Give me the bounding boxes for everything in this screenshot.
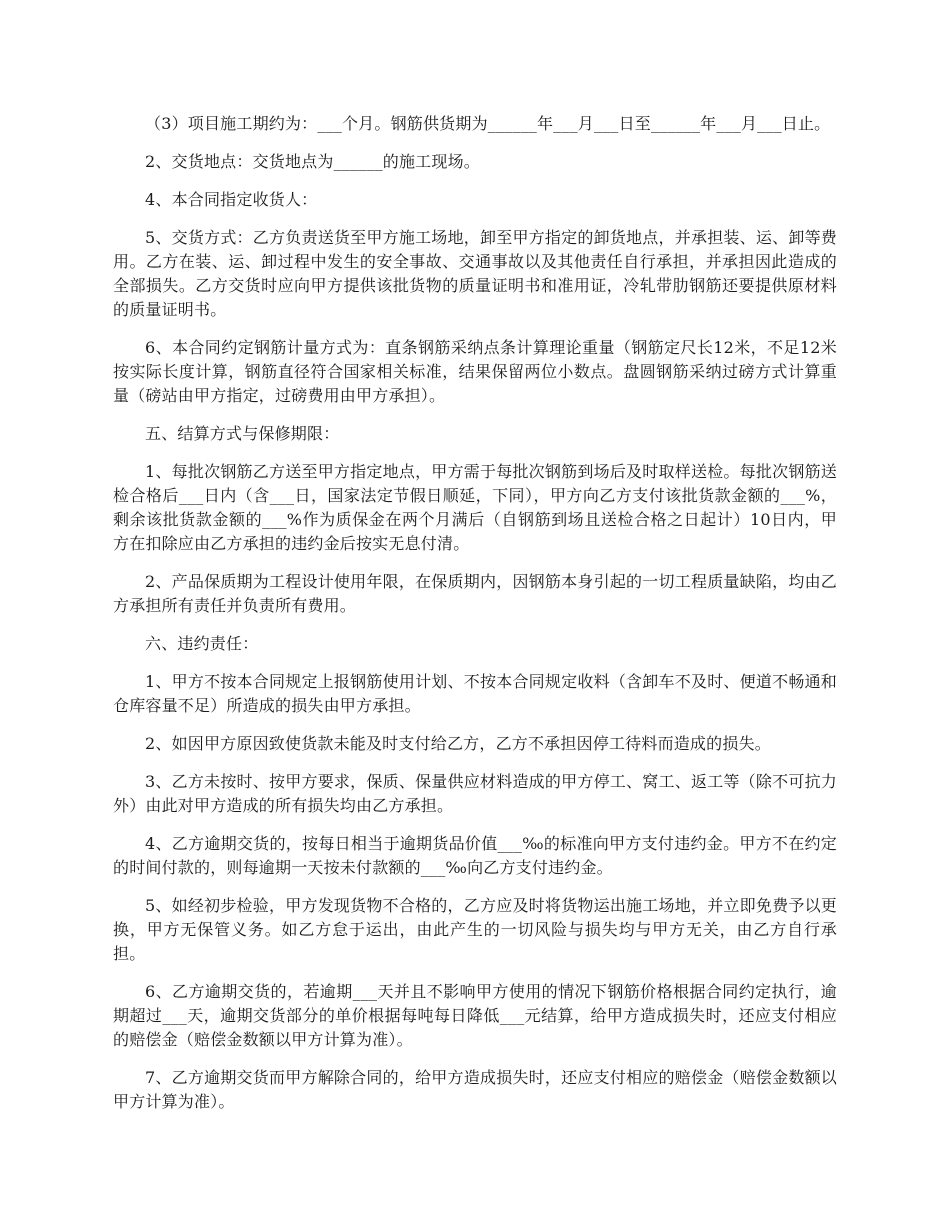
paragraph-liability-5: 5、如经初步检验，甲方发现货物不合格的，乙方应及时将货物运出施工场地，并立即免费予以更换，甲方无保管义务。如乙方怠于运出，由此产生的一切风险与损失均与甲方无关，由乙方自行承担。 — [113, 896, 837, 963]
paragraph-liability-4: 4、乙方逾期交货的，按每日相当于逾期货品价值___‰的标准向甲方支付违约金。甲方不在约定的时间付款的，则每逾期一天按未付款额的___‰向乙方支付违约金。 — [113, 834, 837, 877]
document-body — [113, 112, 837, 1128]
paragraph-liability-2: 2、如因甲方原因致使货款未能及时支付给乙方，乙方不承担因停工待料而造成的损失。 — [145, 734, 771, 753]
paragraph-liability-1: 1、甲方不按本合同规定上报钢筋使用计划、不按本合同规定收料（含卸车不及时、便道不畅通和仓库容量不足）所造成的损失由甲方承担。 — [113, 672, 837, 715]
paragraph-measurement-method: 6、本合同约定钢筋计量方式为：直条钢筋采纳点条计算理论重量（钢筋定尺长12米，不足12米按实际长度计算，钢筋直径符合国家相关标准，结果保留两位小数点。盘圆钢筋采纳过磅方式计算重量（磅站由甲方指定，过磅费用由甲方承担）。 — [113, 338, 837, 405]
paragraph-liability-3: 3、乙方未按时、按甲方要求，保质、保量供应材料造成的甲方停工、窝工、返工等（除不可抗力外）由此对甲方造成的所有损失均由乙方承担。 — [113, 772, 837, 815]
section-heading-liability: 六、违约责任： — [145, 634, 259, 653]
paragraph-liability-6: 6、乙方逾期交货的，若逾期___天并且不影响甲方使用的情况下钢筋价格根据合同约定执行，逾期超过___天，逾期交货部分的单价根据每吨每日降低___元结算，给甲方造成损失时，还应支付相应的赔偿金（赔偿金数额以甲方计算为准）。 — [113, 982, 837, 1049]
paragraph-delivery-location: 2、交货地点：交货地点为______的施工现场。 — [145, 152, 480, 171]
section-heading-settlement: 五、结算方式与保修期限： — [145, 424, 340, 443]
paragraph-payment-terms: 1、每批次钢筋乙方送至甲方指定地点，甲方需于每批次钢筋到场后及时取样送检。每批次钢筋送检合格后___日内（含___日，国家法定节假日顺延，下同），甲方向乙方支付该批货款金额的___%，剩余该批货款金额的___%作为质保金在两个月满后（自钢筋到场且送检合格之日起计）10日内，甲方在扣除应由乙方承担的违约金后按实无息付清。 — [113, 462, 837, 553]
paragraph-construction-period: （3）项目施工期约为：___个月。钢筋供货期为______年___月___日至______年___月___日止。 — [145, 114, 831, 133]
paragraph-delivery-method: 5、交货方式：乙方负责送货至甲方施工场地，卸至甲方指定的卸货地点，并承担装、运、卸等费用。乙方在装、运、卸过程中发生的安全事故、交通事故以及其他责任自行承担，并承担因此造成的全部损失。乙方交货时应向甲方提供该批货物的质量证明书和准用证，冷轧带肋钢筋还要提供原材料的质量证明书。 — [113, 228, 837, 319]
paragraph-liability-7: 7、乙方逾期交货而甲方解除合同的，给甲方造成损失时，还应支付相应的赔偿金（赔偿金数额以甲方计算为准）。 — [113, 1068, 837, 1111]
paragraph-designated-receiver: 4、本合同指定收货人： — [145, 190, 318, 209]
paragraph-warranty-period: 2、产品保质期为工程设计使用年限，在保质期内，因钢筋本身引起的一切工程质量缺陷，均由乙方承担所有责任并负责所有费用。 — [113, 572, 837, 615]
